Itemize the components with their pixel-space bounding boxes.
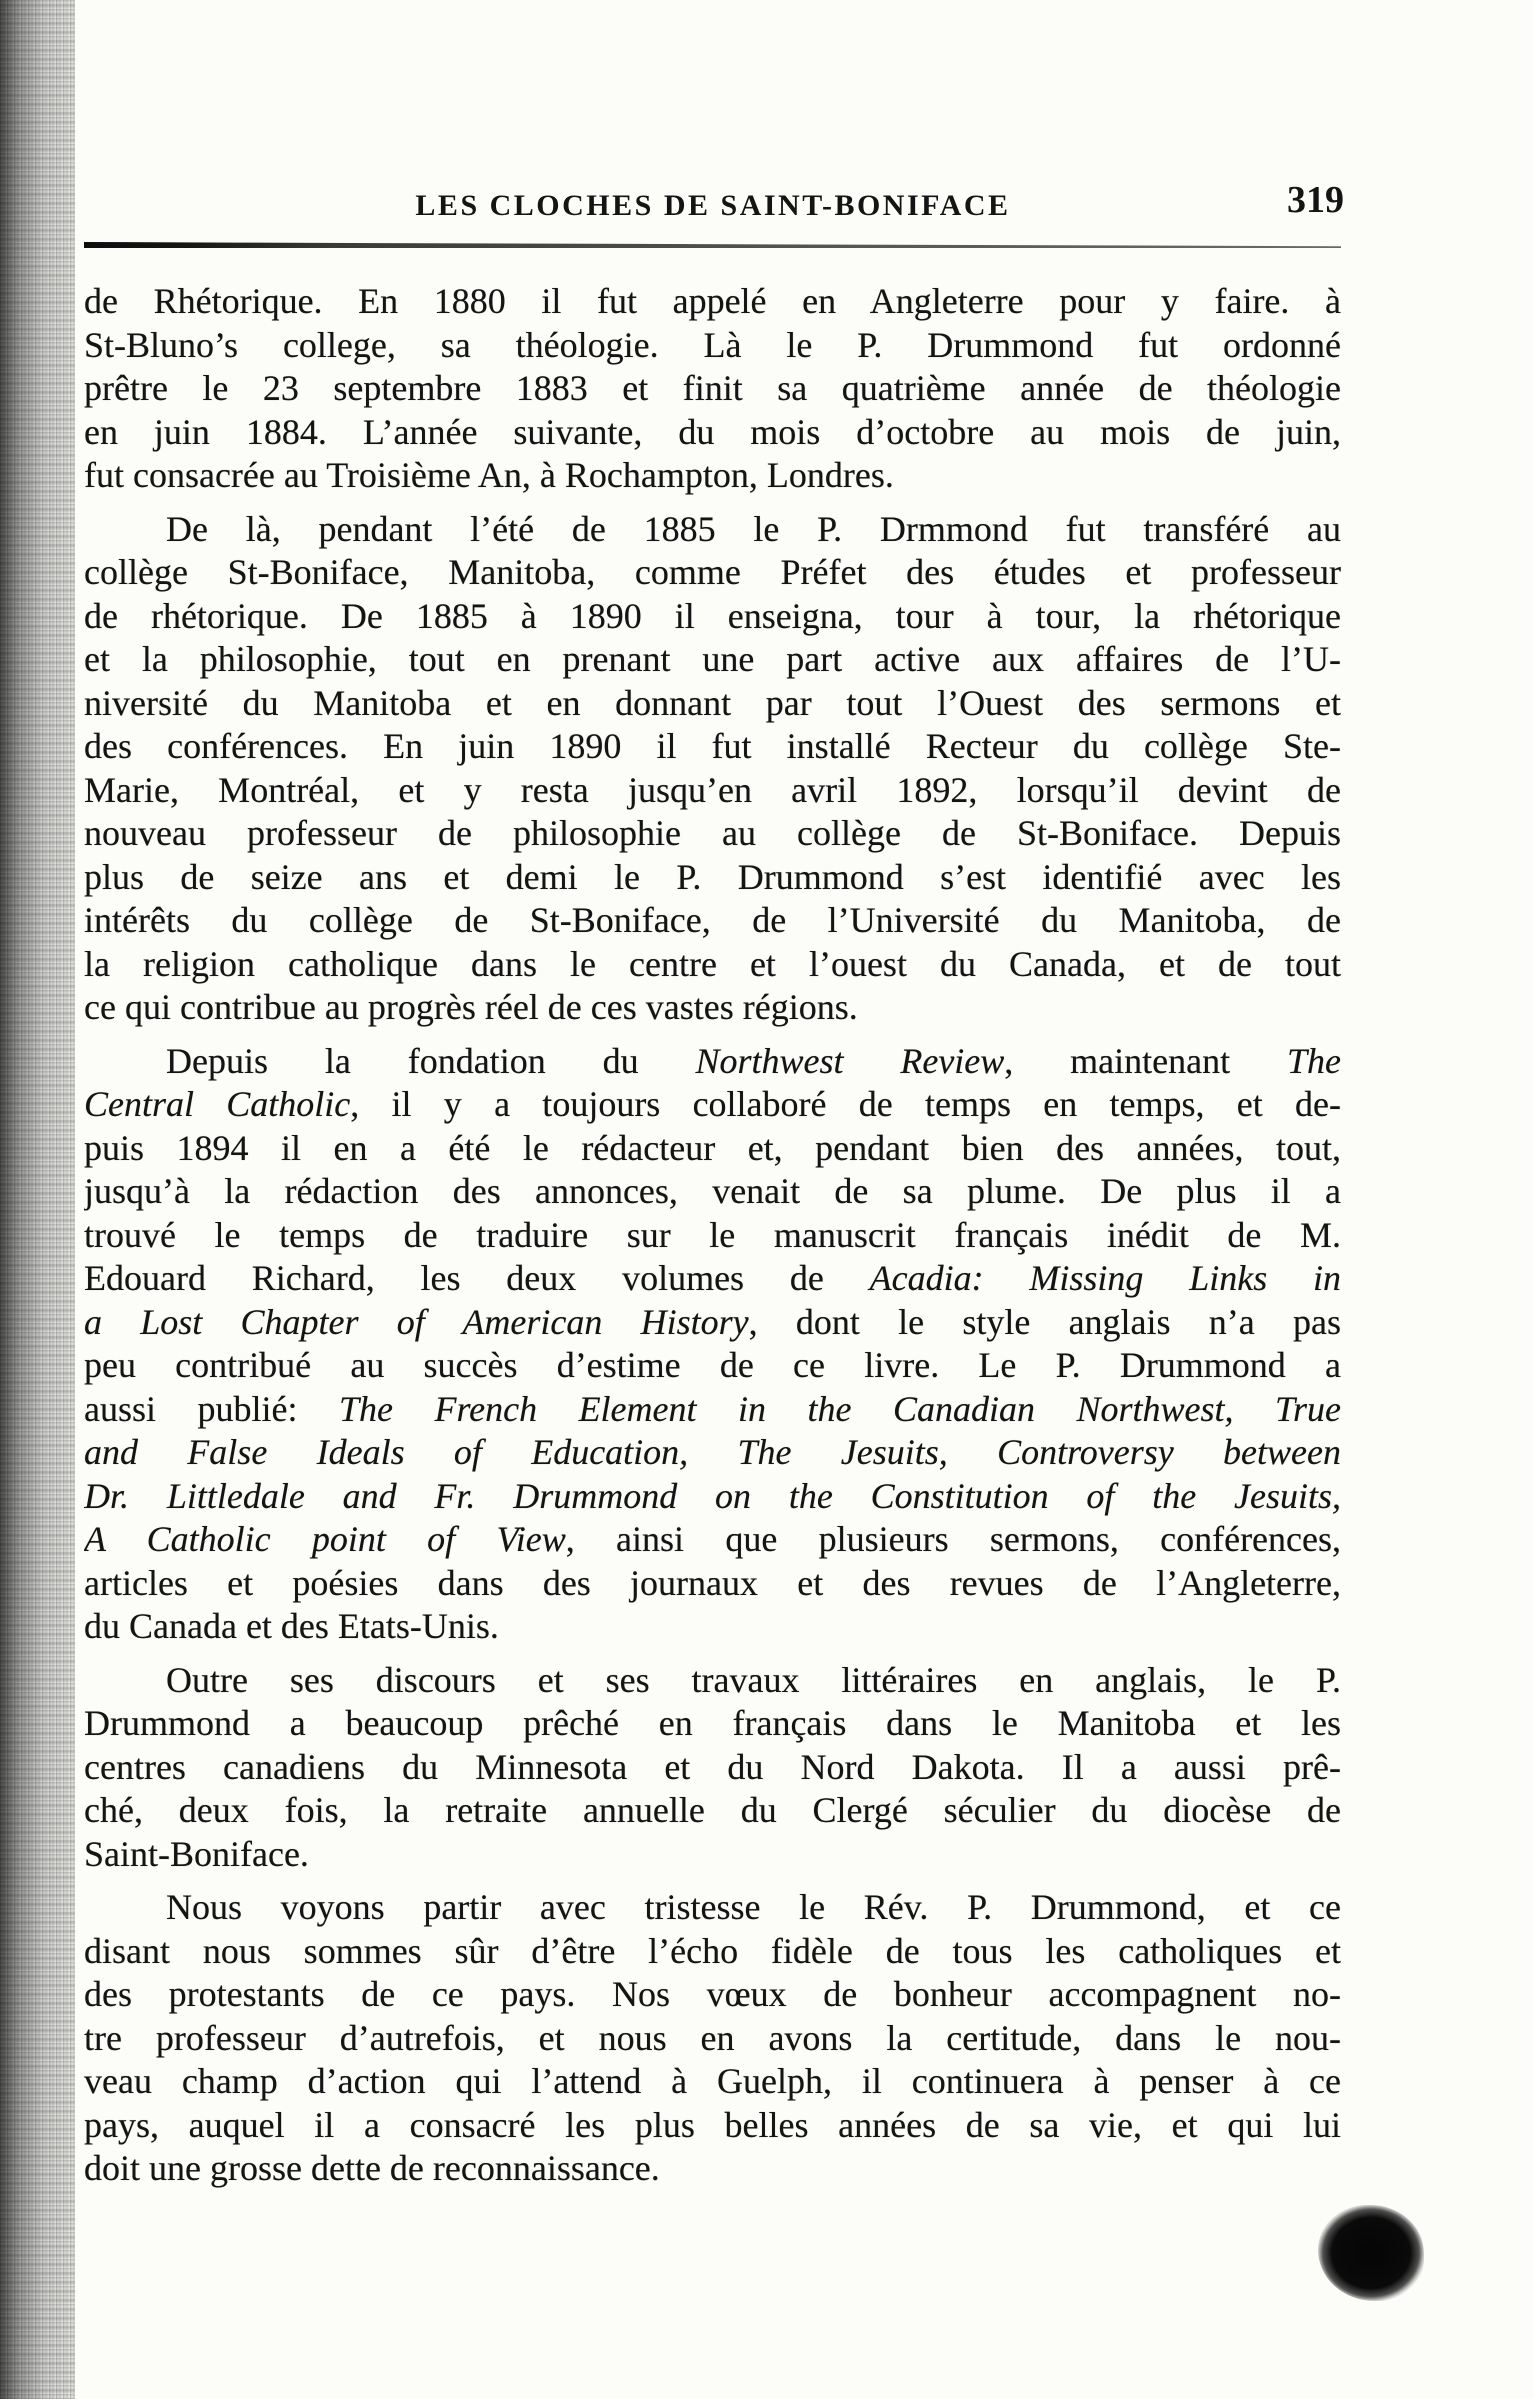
italic-title-text: A Catholic point of View	[84, 1519, 566, 1559]
text-segment: disant nous sommes sûr d’être l’écho fidèle de tous les catholiques et	[84, 1930, 1341, 1971]
text-segment: De là, pendant l’été de 1885 le P. Drmmond fut transféré au	[166, 508, 1341, 549]
paragraph	[84, 1886, 1341, 2191]
text-line	[84, 1083, 1341, 1127]
text-line	[84, 638, 1341, 682]
text-line	[84, 1562, 1341, 1606]
text-segment: jusqu’à la rédaction des annonces, venait de sa plume. De plus il a	[84, 1171, 1341, 1211]
text-segment: St-Bluno’s college, sa théologie. Là le P. Drummond fut ordonné	[84, 324, 1341, 365]
text-segment: centres canadiens du Minnesota et du Nord Dakota. Il a aussi prê-	[84, 1746, 1341, 1787]
text-segment: Nous voyons partir avec tristesse le Rév. P. Drummond, et ce	[166, 1887, 1341, 1927]
text-segment: et la philosophie, tout en prenant une part active aux affaires de l’U-	[84, 639, 1341, 679]
text-line	[84, 1930, 1341, 1974]
paragraph	[84, 508, 1341, 1030]
text-segment: Edouard Richard, les deux volumes de	[84, 1258, 870, 1298]
italic-title-text: Central Catholic	[84, 1084, 351, 1124]
body-text	[84, 280, 1341, 2201]
text-segment: , maintenant	[1004, 1040, 1287, 1081]
text-line	[84, 2147, 1341, 2191]
italic-title-text: and False Ideals of Education, The Jesuits, Controversy between	[84, 1432, 1341, 1472]
text-line	[84, 769, 1341, 813]
scan-edge-shadow	[0, 0, 75, 2399]
text-line	[84, 725, 1341, 769]
text-line	[84, 2017, 1341, 2061]
text-line	[84, 812, 1341, 856]
text-segment: doit une grosse dette de reconnaissance.	[84, 2148, 660, 2188]
text-line	[84, 943, 1341, 987]
text-segment: collège St-Boniface, Manitoba, comme Préfet des études et professeur	[84, 552, 1341, 592]
text-segment: fut consacrée au Troisième An, à Rochampton, Londres.	[84, 455, 894, 495]
text-line	[84, 1431, 1341, 1475]
text-line	[84, 1301, 1341, 1345]
header-rule	[84, 242, 1341, 248]
text-line	[84, 1344, 1341, 1388]
text-segment: nouveau professeur de philosophie au collège de St-Boniface. Depuis	[84, 813, 1341, 853]
text-segment: Drummond a beaucoup prêché en français dans le Manitoba et les	[84, 1703, 1341, 1743]
text-line	[84, 2060, 1341, 2104]
text-line	[84, 280, 1341, 324]
italic-title-text: Dr. Littledale and Fr. Drummond on the Constitution of the Jesuits,	[84, 1475, 1341, 1516]
text-segment: peu contribué au succès d’estime de ce livre. Le P. Drummond a	[84, 1345, 1341, 1385]
text-segment: ché, deux fois, la retraite annuelle du Clergé séculier du diocèse de	[84, 1790, 1341, 1830]
text-line	[84, 324, 1341, 368]
text-line	[84, 899, 1341, 943]
text-segment: des protestants de ce pays. Nos vœux de bonheur accompagnent no-	[84, 1974, 1341, 2014]
text-line	[84, 1702, 1341, 1746]
text-line	[84, 682, 1341, 726]
text-line	[84, 1388, 1341, 1432]
text-line	[84, 1170, 1341, 1214]
italic-title-text: The	[1287, 1040, 1341, 1081]
text-segment: en juin 1884. L’année suivante, du mois d’octobre au mois de juin,	[84, 411, 1341, 452]
text-segment: ce qui contribue au progrès réel de ces vastes régions.	[84, 987, 858, 1027]
text-line	[84, 367, 1341, 411]
text-line	[84, 1605, 1341, 1649]
text-segment: du Canada et des Etats-Unis.	[84, 1606, 499, 1646]
text-segment: de rhétorique. De 1885 à 1890 il enseigna, tour à tour, la rhétorique	[84, 595, 1341, 636]
text-segment: pays, auquel il a consacré les plus belles années de sa vie, et qui lui	[84, 2104, 1341, 2145]
text-segment: Depuis la fondation du	[166, 1040, 696, 1081]
text-line	[84, 551, 1341, 595]
text-line	[84, 1518, 1341, 1562]
page-number: 319	[1287, 179, 1344, 221]
text-line	[84, 1789, 1341, 1833]
text-line	[84, 2104, 1341, 2148]
text-segment: Outre ses discours et ses travaux littéraires en anglais, le P.	[166, 1659, 1341, 1700]
text-segment: des conférences. En juin 1890 il fut installé Recteur du collège Ste-	[84, 726, 1341, 766]
text-line	[84, 1257, 1341, 1301]
text-segment: articles et poésies dans des journaux et des revues de l’Angleterre,	[84, 1562, 1341, 1603]
text-line	[84, 411, 1341, 455]
paragraph	[84, 1659, 1341, 1877]
italic-title-text: Northwest Review	[695, 1040, 1005, 1081]
text-segment: trouvé le temps de traduire sur le manuscrit français inédit de M.	[84, 1214, 1341, 1255]
text-segment: de Rhétorique. En 1880 il fut appelé en Angleterre pour y faire. à	[84, 281, 1341, 321]
text-segment: veau champ d’action qui l’attend à Guelph, il continuera à penser à ce	[84, 2061, 1341, 2101]
text-segment: la religion catholique dans le centre et l’ouest du Canada, et de tout	[84, 943, 1341, 984]
italic-title-text: Acadia: Missing Links in	[869, 1258, 1341, 1298]
text-line	[84, 986, 1341, 1030]
text-line	[84, 1475, 1341, 1519]
text-segment: intérêts du collège de St-Boniface, de l’Université du Manitoba, de	[84, 900, 1341, 940]
paragraph	[84, 280, 1341, 498]
text-segment: niversité du Manitoba et en donnant par tout l’Ouest des sermons et	[84, 682, 1341, 723]
text-line	[84, 1746, 1341, 1790]
text-line	[84, 856, 1341, 900]
text-segment: prêtre le 23 septembre 1883 et finit sa quatrième année de théologie	[84, 368, 1341, 408]
italic-title-text: a Lost Chapter of American History	[84, 1301, 749, 1342]
paragraph	[84, 1040, 1341, 1649]
text-line	[84, 454, 1341, 498]
text-segment: aussi publié:	[84, 1388, 339, 1429]
text-segment: Marie, Montréal, et y resta jusqu’en avril 1892, lorsqu’il devint de	[84, 769, 1341, 810]
italic-title-text: The French Element in the Canadian Northwest, True	[338, 1388, 1341, 1429]
text-line	[84, 1833, 1341, 1877]
text-line	[84, 508, 1341, 552]
text-line	[84, 1659, 1341, 1703]
text-segment: tre professeur d’autrefois, et nous en avons la certitude, dans le nou-	[84, 2017, 1341, 2058]
text-line	[84, 1214, 1341, 1258]
text-segment: , il y a toujours collaboré de temps en temps, et de-	[350, 1084, 1341, 1124]
text-line	[84, 1127, 1341, 1171]
running-title: LES CLOCHES DE SAINT-BONIFACE	[415, 189, 1011, 222]
text-line	[84, 1040, 1341, 1084]
text-segment: plus de seize ans et demi le P. Drummond s’est identifié avec les	[84, 856, 1341, 897]
text-segment: Saint-Boniface.	[84, 1833, 309, 1874]
text-line	[84, 1886, 1341, 1930]
text-line	[84, 595, 1341, 639]
text-line	[84, 1973, 1341, 2017]
text-segment: puis 1894 il en a été le rédacteur et, pendant bien des années, tout,	[84, 1127, 1341, 1168]
text-segment: , ainsi que plusieurs sermons, conférences,	[565, 1519, 1341, 1559]
text-segment: , dont le style anglais n’a pas	[748, 1301, 1341, 1342]
ink-blot	[1318, 2205, 1424, 2301]
